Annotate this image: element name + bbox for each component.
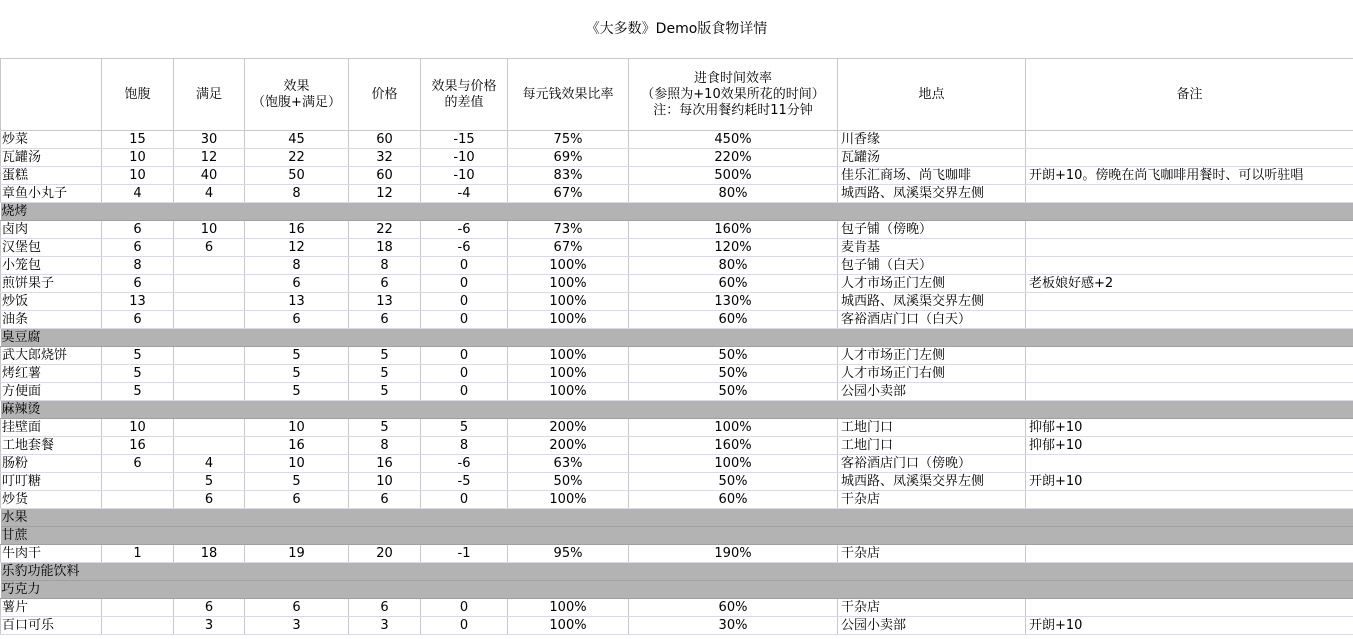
cell-difference: 0 [421,347,508,365]
cell-price: 20 [349,545,421,563]
table-row [1,221,1353,239]
cell-notes [1026,347,1353,365]
cell-time-efficiency: 50% [629,347,838,365]
cell-food-name: 瓦罐汤 [1,149,102,167]
cell-ratio: 73% [508,221,629,239]
cell-notes [1026,365,1353,383]
category-row [1,527,1353,545]
cell-effect: 6 [245,275,349,293]
cell-location: 城西路、凤溪渠交界左侧 [838,185,1026,203]
cell-satisfaction: 10 [174,221,245,239]
cell-ratio: 67% [508,239,629,257]
cell-time-efficiency: 500% [629,167,838,185]
cell-satisfaction [174,437,245,455]
cell-effect: 5 [245,383,349,401]
cell-price: 5 [349,365,421,383]
cell-time-efficiency: 130% [629,293,838,311]
cell-satiety: 4 [102,185,174,203]
header-row [1,59,1353,131]
cell-satisfaction: 4 [174,185,245,203]
cell-notes: 开朗+10 [1026,617,1353,635]
cell-satisfaction: 30 [174,131,245,149]
table-row [1,131,1353,149]
cell-price: 3 [349,617,421,635]
cell-difference: -6 [421,239,508,257]
cell-location: 客裕酒店门口（白天） [838,311,1026,329]
cell-effect: 6 [245,311,349,329]
cell-food-name: 汉堡包 [1,239,102,257]
cell-price: 12 [349,185,421,203]
cell-ratio: 100% [508,311,629,329]
cell-location: 包子铺（白天） [838,257,1026,275]
table-row [1,365,1353,383]
cell-food-name: 武大郎烧饼 [1,347,102,365]
cell-difference: -1 [421,545,508,563]
cell-location: 城西路、凤溪渠交界左侧 [838,293,1026,311]
cell-price: 13 [349,293,421,311]
cell-time-efficiency: 220% [629,149,838,167]
cell-effect: 6 [245,599,349,617]
cell-satisfaction [174,347,245,365]
cell-ratio: 69% [508,149,629,167]
cell-effect: 16 [245,437,349,455]
cell-effect: 3 [245,617,349,635]
table-row [1,491,1353,509]
cell-time-efficiency: 80% [629,257,838,275]
cell-notes [1026,491,1353,509]
cell-ratio: 95% [508,545,629,563]
cell-location: 客裕酒店门口（傍晚） [838,455,1026,473]
cell-notes [1026,239,1353,257]
cell-food-name: 挂壁面 [1,419,102,437]
cell-time-efficiency: 120% [629,239,838,257]
cell-satiety: 5 [102,347,174,365]
cell-time-efficiency: 50% [629,365,838,383]
cell-food-name: 叮叮糖 [1,473,102,491]
cell-satisfaction: 4 [174,455,245,473]
cell-satiety: 16 [102,437,174,455]
cell-price: 6 [349,491,421,509]
table-row [1,455,1353,473]
table-row [1,347,1353,365]
cell-effect: 19 [245,545,349,563]
table-row [1,617,1353,635]
cell-time-efficiency: 60% [629,311,838,329]
cell-price: 18 [349,239,421,257]
table-row [1,185,1353,203]
cell-difference: -10 [421,167,508,185]
cell-notes [1026,257,1353,275]
cell-time-efficiency: 80% [629,185,838,203]
cell-satiety: 6 [102,455,174,473]
cell-price: 5 [349,419,421,437]
cell-food-name: 小笼包 [1,257,102,275]
cell-difference: -5 [421,473,508,491]
cell-ratio: 100% [508,599,629,617]
category-label: 巧克力 [1,581,1353,599]
cell-notes [1026,293,1353,311]
cell-location: 佳乐汇商场、尚飞咖啡 [838,167,1026,185]
cell-location: 工地门口 [838,419,1026,437]
cell-time-efficiency: 450% [629,131,838,149]
cell-satisfaction: 3 [174,617,245,635]
cell-satiety: 6 [102,311,174,329]
cell-satisfaction: 6 [174,239,245,257]
category-label: 烧烤 [1,203,1353,221]
cell-satisfaction [174,419,245,437]
cell-satiety [102,617,174,635]
cell-food-name: 牛肉干 [1,545,102,563]
table-row [1,473,1353,491]
cell-difference: -6 [421,455,508,473]
cell-satisfaction [174,275,245,293]
cell-price: 6 [349,599,421,617]
cell-satisfaction [174,293,245,311]
cell-location: 干杂店 [838,599,1026,617]
cell-satiety [102,491,174,509]
cell-satiety: 5 [102,365,174,383]
cell-effect: 5 [245,365,349,383]
cell-price: 5 [349,347,421,365]
category-row [1,329,1353,347]
cell-time-efficiency: 100% [629,455,838,473]
cell-location: 干杂店 [838,545,1026,563]
cell-satisfaction [174,257,245,275]
cell-effect: 45 [245,131,349,149]
cell-ratio: 67% [508,185,629,203]
cell-time-efficiency: 50% [629,383,838,401]
cell-price: 5 [349,383,421,401]
table-row [1,275,1353,293]
cell-notes [1026,131,1353,149]
header-time-efficiency: 进食时间效率 （参照为+10效果所花的时间） 注：每次用餐约耗时11分钟 [629,59,838,131]
category-row [1,563,1353,581]
table-row [1,599,1353,617]
cell-time-efficiency: 60% [629,491,838,509]
category-label: 乐豹功能饮料 [1,563,1353,581]
cell-food-name: 章鱼小丸子 [1,185,102,203]
table-row [1,545,1353,563]
cell-satiety: 10 [102,167,174,185]
cell-difference: -6 [421,221,508,239]
cell-difference: 0 [421,599,508,617]
category-row [1,401,1353,419]
cell-price: 8 [349,257,421,275]
cell-food-name: 烤红薯 [1,365,102,383]
cell-ratio: 200% [508,419,629,437]
cell-satiety: 10 [102,149,174,167]
cell-price: 6 [349,275,421,293]
cell-food-name: 薯片 [1,599,102,617]
cell-notes [1026,455,1353,473]
category-label: 臭豆腐 [1,329,1353,347]
cell-satiety: 6 [102,221,174,239]
cell-ratio: 100% [508,293,629,311]
cell-effect: 10 [245,455,349,473]
header-name [1,59,102,131]
cell-price: 60 [349,167,421,185]
cell-location: 人才市场正门左侧 [838,347,1026,365]
table-row [1,167,1353,185]
cell-satisfaction [174,311,245,329]
cell-ratio: 83% [508,167,629,185]
cell-satiety: 6 [102,239,174,257]
cell-time-efficiency: 160% [629,221,838,239]
cell-notes [1026,185,1353,203]
cell-effect: 22 [245,149,349,167]
cell-food-name: 蛋糕 [1,167,102,185]
cell-food-name: 炒货 [1,491,102,509]
cell-time-efficiency: 30% [629,617,838,635]
header-notes: 备注 [1026,59,1353,131]
cell-effect: 50 [245,167,349,185]
cell-price: 6 [349,311,421,329]
cell-location: 公园小卖部 [838,383,1026,401]
cell-location: 人才市场正门左侧 [838,275,1026,293]
cell-satisfaction: 18 [174,545,245,563]
table-row [1,419,1353,437]
header-difference: 效果与价格 的差值 [421,59,508,131]
cell-ratio: 200% [508,437,629,455]
cell-effect: 8 [245,185,349,203]
cell-ratio: 75% [508,131,629,149]
cell-satiety [102,599,174,617]
cell-location: 瓦罐汤 [838,149,1026,167]
header-ratio: 每元钱效果比率 [508,59,629,131]
cell-location: 城西路、凤溪渠交界左侧 [838,473,1026,491]
cell-location: 包子铺（傍晚） [838,221,1026,239]
cell-notes: 开朗+10 [1026,473,1353,491]
cell-satiety: 1 [102,545,174,563]
table-row [1,293,1353,311]
cell-ratio: 50% [508,473,629,491]
cell-price: 8 [349,437,421,455]
cell-difference: -4 [421,185,508,203]
cell-location: 公园小卖部 [838,617,1026,635]
cell-difference: 0 [421,311,508,329]
cell-satisfaction [174,365,245,383]
cell-food-name: 炒饭 [1,293,102,311]
cell-difference: 0 [421,491,508,509]
cell-price: 10 [349,473,421,491]
cell-time-efficiency: 190% [629,545,838,563]
cell-time-efficiency: 50% [629,473,838,491]
table-row [1,149,1353,167]
cell-satiety: 10 [102,419,174,437]
cell-time-efficiency: 160% [629,437,838,455]
cell-difference: 5 [421,419,508,437]
cell-price: 16 [349,455,421,473]
cell-price: 32 [349,149,421,167]
header-location: 地点 [838,59,1026,131]
cell-time-efficiency: 60% [629,599,838,617]
table-row [1,383,1353,401]
cell-food-name: 煎饼果子 [1,275,102,293]
header-price: 价格 [349,59,421,131]
page-title: 《大多数》Demo版食物详情 [0,0,1353,59]
cell-difference: -10 [421,149,508,167]
cell-effect: 12 [245,239,349,257]
cell-satisfaction: 6 [174,491,245,509]
cell-notes: 开朗+10。傍晚在尚飞咖啡用餐时、可以听驻唱 [1026,167,1353,185]
cell-ratio: 100% [508,347,629,365]
cell-satiety [102,473,174,491]
cell-effect: 8 [245,257,349,275]
cell-ratio: 100% [508,383,629,401]
cell-ratio: 100% [508,365,629,383]
cell-satiety: 15 [102,131,174,149]
cell-ratio: 100% [508,275,629,293]
cell-food-name: 工地套餐 [1,437,102,455]
category-label: 麻辣烫 [1,401,1353,419]
cell-time-efficiency: 100% [629,419,838,437]
cell-location: 干杂店 [838,491,1026,509]
cell-location: 工地门口 [838,437,1026,455]
cell-ratio: 63% [508,455,629,473]
cell-notes [1026,383,1353,401]
cell-satisfaction: 40 [174,167,245,185]
table-row [1,437,1353,455]
cell-effect: 6 [245,491,349,509]
category-label: 甘蔗 [1,527,1353,545]
table-row [1,257,1353,275]
cell-satiety: 8 [102,257,174,275]
cell-location: 麦肯基 [838,239,1026,257]
cell-food-name: 油条 [1,311,102,329]
cell-difference: 0 [421,257,508,275]
cell-food-name: 炒菜 [1,131,102,149]
cell-food-name: 百口可乐 [1,617,102,635]
table-row [1,311,1353,329]
table-row [1,239,1353,257]
cell-effect: 5 [245,347,349,365]
cell-difference: -15 [421,131,508,149]
cell-location: 川香缘 [838,131,1026,149]
table-body [1,131,1353,635]
food-table [0,59,1353,635]
cell-price: 22 [349,221,421,239]
cell-location: 人才市场正门右侧 [838,365,1026,383]
cell-difference: 0 [421,383,508,401]
cell-effect: 5 [245,473,349,491]
cell-effect: 13 [245,293,349,311]
cell-satisfaction: 12 [174,149,245,167]
header-satisfaction: 满足 [174,59,245,131]
cell-notes [1026,311,1353,329]
cell-notes: 老板娘好感+2 [1026,275,1353,293]
cell-notes [1026,545,1353,563]
cell-notes: 抑郁+10 [1026,437,1353,455]
cell-price: 60 [349,131,421,149]
cell-difference: 8 [421,437,508,455]
cell-difference: 0 [421,293,508,311]
cell-satisfaction [174,383,245,401]
cell-food-name: 方便面 [1,383,102,401]
cell-effect: 10 [245,419,349,437]
cell-difference: 0 [421,617,508,635]
cell-time-efficiency: 60% [629,275,838,293]
cell-difference: 0 [421,275,508,293]
category-row [1,509,1353,527]
category-row [1,203,1353,221]
cell-ratio: 100% [508,617,629,635]
header-satiety: 饱腹 [102,59,174,131]
cell-satiety: 13 [102,293,174,311]
cell-notes: 抑郁+10 [1026,419,1353,437]
cell-notes [1026,221,1353,239]
cell-notes [1026,149,1353,167]
cell-satiety: 6 [102,275,174,293]
cell-effect: 16 [245,221,349,239]
cell-satisfaction: 6 [174,599,245,617]
cell-notes [1026,599,1353,617]
cell-satiety: 5 [102,383,174,401]
cell-difference: 0 [421,365,508,383]
category-row [1,581,1353,599]
category-label: 水果 [1,509,1353,527]
cell-food-name: 肠粉 [1,455,102,473]
cell-ratio: 100% [508,491,629,509]
cell-food-name: 卤肉 [1,221,102,239]
header-effect: 效果 （饱腹+满足） [245,59,349,131]
cell-ratio: 100% [508,257,629,275]
cell-satisfaction: 5 [174,473,245,491]
